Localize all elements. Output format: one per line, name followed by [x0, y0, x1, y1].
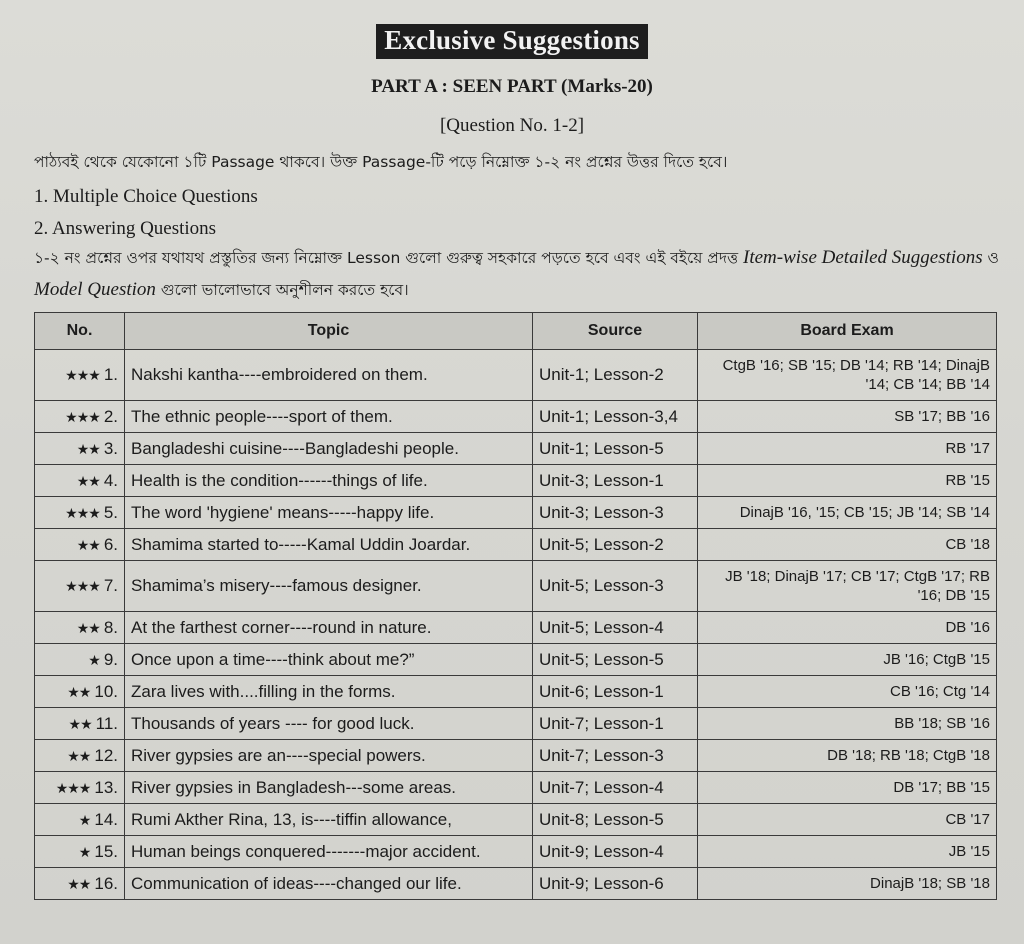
- board-exam-cell: RB '15: [698, 465, 997, 497]
- source-cell: Unit-6; Lesson-1: [533, 676, 698, 708]
- row-number-cell: [35, 644, 125, 676]
- importance-stars-icon: ★: [78, 844, 91, 861]
- topic-cell: Communication of ideas----changed our life.: [125, 868, 533, 900]
- row-number-cell: [35, 772, 125, 804]
- table-row: [35, 529, 997, 561]
- board-exam-cell: SB '17; BB '16: [698, 401, 997, 433]
- row-number-cell: [35, 497, 125, 529]
- row-number: 16.: [94, 873, 118, 893]
- row-number-cell: [35, 868, 125, 900]
- table-row: [35, 497, 997, 529]
- row-number-cell: [35, 561, 125, 612]
- source-cell: Unit-7; Lesson-3: [533, 740, 698, 772]
- table-row: [35, 676, 997, 708]
- importance-stars-icon: ★★★: [65, 409, 100, 426]
- importance-stars-icon: ★★★: [55, 780, 91, 797]
- note-text-3: গুলো ভালোভাবে অনুশীলন করতে হবে।: [160, 281, 409, 299]
- row-number: 13.: [94, 777, 118, 797]
- table-row: [35, 561, 997, 612]
- list-item-mcq: 1. Multiple Choice Questions: [34, 186, 258, 207]
- importance-stars-icon: ★★★: [65, 368, 100, 384]
- source-cell: Unit-5; Lesson-3: [533, 561, 698, 612]
- importance-stars-icon: ★★★: [65, 505, 100, 522]
- source-cell: Unit-1; Lesson-2: [533, 350, 698, 401]
- board-exam-cell: BB '18; SB '16: [698, 708, 997, 740]
- topic-cell: Rumi Akther Rina, 13, is----tiffin allowance,: [125, 804, 533, 836]
- note-text-2: ও: [987, 249, 999, 267]
- topic-cell: Human beings conquered-------major accident.: [125, 836, 533, 868]
- table-row: [35, 804, 997, 836]
- source-cell: Unit-5; Lesson-4: [533, 612, 698, 644]
- topic-cell: Once upon a time----think about me?”: [125, 644, 533, 676]
- header-topic: Topic: [125, 313, 533, 350]
- row-number-cell: [35, 740, 125, 772]
- table-header-row: [35, 313, 997, 350]
- table-row: [35, 433, 997, 465]
- board-exam-cell: CB '18: [698, 529, 997, 561]
- importance-stars-icon: ★★: [67, 748, 91, 765]
- suggestion-table: [34, 312, 997, 900]
- source-cell: Unit-3; Lesson-3: [533, 497, 698, 529]
- row-number: 2.: [103, 406, 118, 426]
- source-cell: Unit-3; Lesson-1: [533, 465, 698, 497]
- header-board-exam: Board Exam: [698, 313, 997, 350]
- table-row: [35, 740, 997, 772]
- table-row: [35, 644, 997, 676]
- board-exam-cell: DB '16: [698, 612, 997, 644]
- question-number: [Question No. 1-2]: [439, 115, 585, 136]
- importance-stars-icon: ★★: [76, 620, 100, 637]
- row-number-cell: [35, 836, 125, 868]
- board-exam-cell: CtgB '16; SB '15; DB '14; RB '14; DinajB '14; CB '14; BB '14: [698, 350, 997, 401]
- board-exam-cell: CB '17: [698, 804, 997, 836]
- row-number: 1.: [103, 365, 118, 384]
- note-text-1: ১-২ নং প্রশ্নের ওপর যথাযথ প্রস্তুতির জন্য নিম্নোক্ত Lesson গুলো গুরুত্ব সহকারে পড়তে হবে এবং এই বইয়ে প্রদত্ত: [34, 249, 739, 267]
- row-number-cell: [35, 433, 125, 465]
- row-number: 11.: [95, 713, 118, 733]
- page-title: Exclusive Suggestions: [376, 24, 648, 59]
- importance-stars-icon: ★: [78, 812, 91, 829]
- table-body: [35, 350, 997, 900]
- note-italic-model-question: Model Question: [34, 279, 156, 300]
- source-cell: Unit-7; Lesson-4: [533, 772, 698, 804]
- topic-cell: Zara lives with....filling in the forms.: [125, 676, 533, 708]
- importance-stars-icon: ★★: [68, 716, 92, 733]
- row-number: 14.: [94, 809, 118, 829]
- board-exam-cell: DinajB '18; SB '18: [698, 868, 997, 900]
- importance-stars-icon: ★★: [76, 537, 100, 554]
- row-number: 9.: [103, 649, 118, 669]
- intro-text: পাঠ্যবই থেকে যেকোনো ১টি Passage থাকবে। উক্ত Passage-টি পড়ে নিম্নোক্ত ১-২ নং প্রশ্নের উত্তর দিতে হবে।: [34, 153, 728, 171]
- list-item-answering: 2. Answering Questions: [34, 218, 217, 239]
- row-number-cell: [35, 401, 125, 433]
- board-exam-cell: JB '15: [698, 836, 997, 868]
- table-row: [35, 465, 997, 497]
- header-no: No.: [35, 313, 125, 350]
- importance-stars-icon: ★: [88, 652, 100, 669]
- row-number: 12.: [94, 745, 118, 765]
- row-number: 6.: [103, 534, 118, 554]
- note-italic-suggestions: Item-wise Detailed Suggestions: [743, 247, 983, 268]
- board-exam-cell: JB '18; DinajB '17; CB '17; CtgB '17; RB '16; DB '15: [698, 561, 997, 612]
- board-exam-cell: CB '16; Ctg '14: [698, 676, 997, 708]
- board-exam-cell: JB '16; CtgB '15: [698, 644, 997, 676]
- importance-stars-icon: ★★: [67, 876, 91, 893]
- table-row: [35, 836, 997, 868]
- row-number-cell: [35, 676, 125, 708]
- table-row: [35, 350, 997, 401]
- row-number: 10.: [94, 681, 118, 701]
- row-number: 7.: [103, 576, 118, 595]
- source-cell: Unit-5; Lesson-5: [533, 644, 698, 676]
- header-source: Source: [533, 313, 698, 350]
- board-exam-cell: DinajB '16, '15; CB '15; JB '14; SB '14: [698, 497, 997, 529]
- row-number-cell: [35, 804, 125, 836]
- table-row: [35, 868, 997, 900]
- row-number-cell: [35, 708, 125, 740]
- row-number: 5.: [103, 502, 118, 522]
- source-cell: Unit-8; Lesson-5: [533, 804, 698, 836]
- instruction-note: [34, 242, 1000, 306]
- row-number: 15.: [94, 841, 118, 861]
- source-cell: Unit-9; Lesson-4: [533, 836, 698, 868]
- source-cell: Unit-5; Lesson-2: [533, 529, 698, 561]
- board-exam-cell: DB '18; RB '18; CtgB '18: [698, 740, 997, 772]
- source-cell: Unit-9; Lesson-6: [533, 868, 698, 900]
- topic-cell: Thousands of years ---- for good luck.: [125, 708, 533, 740]
- row-number-cell: [35, 529, 125, 561]
- topic-cell: The ethnic people----sport of them.: [125, 401, 533, 433]
- row-number-cell: [35, 465, 125, 497]
- importance-stars-icon: ★★: [76, 473, 100, 490]
- topic-cell: Shamima’s misery----famous designer.: [125, 561, 533, 612]
- source-cell: Unit-1; Lesson-3,4: [533, 401, 698, 433]
- title-banner: [0, 24, 1024, 59]
- topic-cell: River gypsies are an----special powers.: [125, 740, 533, 772]
- importance-stars-icon: ★★: [67, 684, 91, 701]
- topic-cell: At the farthest corner----round in nature.: [125, 612, 533, 644]
- topic-cell: The word 'hygiene' means-----happy life.: [125, 497, 533, 529]
- table-row: [35, 772, 997, 804]
- table-row: [35, 708, 997, 740]
- topic-cell: River gypsies in Bangladesh---some areas.: [125, 772, 533, 804]
- table-row: [35, 612, 997, 644]
- topic-cell: Shamima started to-----Kamal Uddin Joardar.: [125, 529, 533, 561]
- topic-cell: Bangladeshi cuisine----Bangladeshi people.: [125, 433, 533, 465]
- row-number-cell: [35, 612, 125, 644]
- board-exam-cell: DB '17; BB '15: [698, 772, 997, 804]
- table-row: [35, 401, 997, 433]
- topic-cell: Health is the condition------things of life.: [125, 465, 533, 497]
- row-number: 4.: [103, 470, 118, 490]
- part-heading: PART A : SEEN PART (Marks-20): [371, 76, 653, 97]
- importance-stars-icon: ★★: [76, 441, 100, 458]
- row-number-cell: [35, 350, 125, 401]
- board-exam-cell: RB '17: [698, 433, 997, 465]
- row-number: 8.: [103, 617, 118, 637]
- importance-stars-icon: ★★★: [65, 579, 100, 595]
- source-cell: Unit-1; Lesson-5: [533, 433, 698, 465]
- source-cell: Unit-7; Lesson-1: [533, 708, 698, 740]
- row-number: 3.: [103, 438, 118, 458]
- topic-cell: Nakshi kantha----embroidered on them.: [125, 350, 533, 401]
